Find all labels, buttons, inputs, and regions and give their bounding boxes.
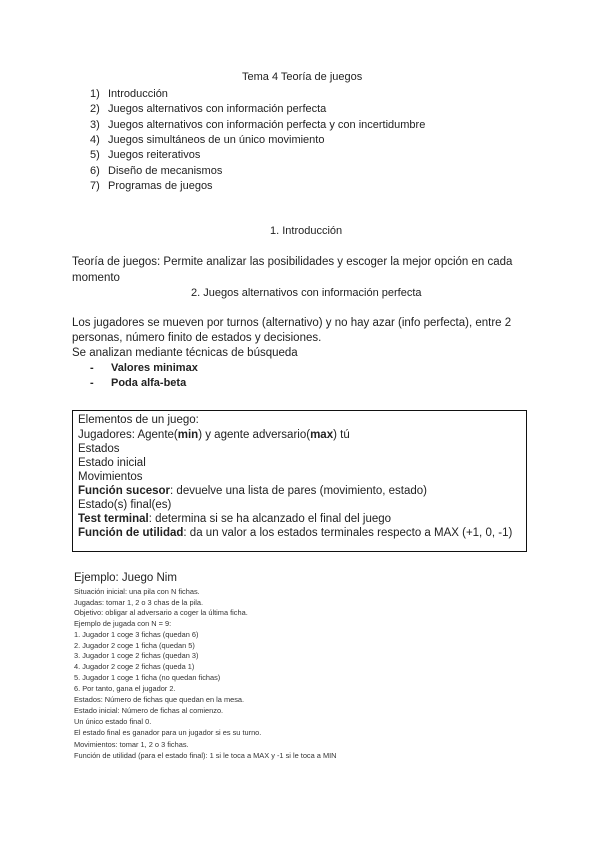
section-1-heading: 1. Introducción	[270, 225, 343, 237]
box-line: Jugadores: Agente(min) y agente adversario(max) tú	[78, 429, 350, 441]
nim-line: Estados: Número de fichas que quedan en la mesa.	[74, 695, 245, 704]
box-line: Estado inicial	[78, 457, 146, 469]
nim-line: 6. Por tanto, gana el jugador 2.	[74, 684, 176, 693]
toc-item: 2) Juegos alternativos con información perfecta	[90, 103, 327, 115]
box-line: Función sucesor: devuelve una lista de pares (movimiento, estado)	[78, 485, 428, 497]
nim-line: Función de utilidad (para el estado final): 1 si le toca a MAX y -1 si le toca a MIN	[74, 751, 337, 760]
box-line: Estado(s) final(es)	[78, 499, 172, 511]
nim-line: Jugadas: tomar 1, 2 o 3 chas de la pila.	[74, 598, 204, 607]
toc-item: 4) Juegos simultáneos de un único movimiento	[90, 134, 325, 146]
section-1-text: momento	[72, 272, 120, 284]
page-title: Tema 4 Teoría de juegos	[242, 71, 363, 83]
section-2-heading: 2. Juegos alternativos con información perfecta	[191, 287, 422, 299]
nim-line: Movimientos: tomar 1, 2 o 3 fichas.	[74, 740, 189, 749]
toc-item: 5) Juegos reiterativos	[90, 149, 201, 161]
box-line: Estados	[78, 443, 120, 455]
nim-line: 4. Jugador 2 coge 2 fichas (queda 1)	[74, 662, 195, 671]
box-line: Movimientos	[78, 471, 143, 483]
section-1-text: Teoría de juegos: Permite analizar las posibilidades y escoger la mejor opción en cada	[72, 256, 513, 268]
nim-line: Objetivo: obligar al adversario a coger la última ficha.	[74, 608, 248, 617]
nim-line: Ejemplo de jugada con N = 9:	[74, 619, 172, 628]
nim-line: 5. Jugador 1 coge 1 ficha (no quedan fichas)	[74, 673, 221, 682]
box-line: Test terminal: determina si se ha alcanzado el final del juego	[78, 513, 392, 525]
box-line: Función de utilidad: da un valor a los estados terminales respecto a MAX (+1, 0, -1)	[78, 527, 513, 539]
nim-line: Un único estado final 0.	[74, 717, 152, 726]
toc-item: 7) Programas de juegos	[90, 180, 213, 192]
toc-item: 1) Introducción	[90, 88, 168, 100]
nim-example-title: Ejemplo: Juego Nim	[74, 572, 177, 584]
nim-line: 3. Jugador 1 coge 2 fichas (quedan 3)	[74, 651, 199, 660]
nim-line: 1. Jugador 1 coge 3 fichas (quedan 6)	[74, 630, 199, 639]
section-2-text: Los jugadores se mueven por turnos (alternativo) y no hay azar (info perfecta), entre 2	[72, 317, 512, 329]
section-2-text: Se analizan mediante técnicas de búsqueda	[72, 347, 298, 359]
nim-line: Situación inicial: una pila con N fichas.	[74, 587, 200, 596]
toc-item: 6) Diseño de mecanismos	[90, 165, 223, 177]
toc-item: 3) Juegos alternativos con información perfecta y con incertidumbre	[90, 119, 426, 131]
nim-line: Estado inicial: Número de fichas al comienzo.	[74, 706, 224, 715]
nim-line: 2. Jugador 2 coge 1 ficha (quedan 5)	[74, 641, 195, 650]
game-elements-box	[72, 410, 527, 552]
bullet-item: - Poda alfa-beta	[90, 377, 187, 389]
box-line: Elementos de un juego:	[78, 414, 199, 426]
nim-line: El estado final es ganador para un jugador si es su turno.	[74, 728, 262, 737]
bullet-item: - Valores minimax	[90, 362, 198, 374]
section-2-text: personas, número finito de estados y decisiones.	[72, 332, 322, 344]
